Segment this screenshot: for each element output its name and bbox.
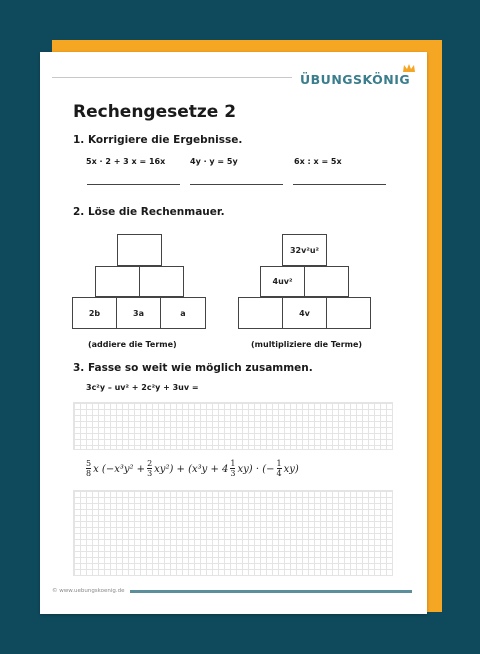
expression-part-2: xy²) + (x³y + 4 [154, 463, 229, 475]
fraction-1-4 [277, 460, 282, 478]
wall1-middle-brick-1[interactable] [95, 266, 140, 297]
wall2-middle-brick-2[interactable] [304, 266, 349, 297]
answer-line-1[interactable] [87, 184, 180, 185]
page-title: Rechengesetze 2 [73, 102, 237, 122]
header-rule [52, 77, 292, 78]
task1-equation-2: 4y · y = 5y [190, 157, 238, 166]
wall1-bottom-brick-3[interactable]: a [160, 297, 206, 329]
wall1-caption: (addiere die Terme) [88, 340, 177, 349]
expression-part-3: xy) · (− [237, 463, 275, 475]
answer-grid-1[interactable] [73, 402, 393, 450]
fraction-numerator: 2 [147, 459, 153, 468]
task1-heading: 1. Korrigiere die Ergebnisse. [73, 134, 243, 146]
fraction-1-3 [230, 460, 235, 478]
task3-expression-1: 3c²y – uv² + 2c²y + 3uv = [86, 383, 199, 392]
wall2-middle-brick-1[interactable]: 4uv² [260, 266, 305, 297]
fraction-denominator: 8 [86, 469, 92, 478]
answer-line-2[interactable] [190, 184, 283, 185]
fraction-numerator: 1 [276, 459, 282, 468]
wall2-caption: (multipliziere die Terme) [251, 340, 363, 349]
wall1-middle-brick-2[interactable] [139, 266, 184, 297]
task3-expression-2 [86, 460, 299, 478]
wall1-top-brick[interactable] [117, 234, 162, 266]
task1-equation-3: 6x : x = 5x [294, 157, 342, 166]
fraction-2-3 [147, 460, 152, 478]
task3-heading: 3. Fasse so weit wie möglich zusammen. [73, 362, 313, 374]
expression-part-1: x (−x³y² + [93, 463, 146, 475]
task1-equation-1: 5x · 2 + 3 x = 16x [86, 157, 166, 166]
wall1-bottom-brick-2[interactable]: 3a [116, 297, 161, 329]
answer-line-3[interactable] [293, 184, 386, 185]
fraction-denominator: 4 [276, 469, 282, 478]
footer-bar [130, 590, 412, 593]
fraction-5-8 [86, 460, 91, 478]
footer-url: © www.uebungskoenig.de [52, 588, 125, 594]
crown-icon [403, 64, 415, 72]
fraction-numerator: 1 [230, 459, 236, 468]
answer-grid-2[interactable] [73, 490, 393, 576]
task2-heading: 2. Löse die Rechenmauer. [73, 206, 225, 218]
expression-part-4: xy) [283, 463, 299, 475]
wall2-bottom-brick-3[interactable] [326, 297, 371, 329]
brand-logo: ÜBUNGSKÖNIG [300, 72, 411, 87]
fraction-denominator: 3 [147, 469, 153, 478]
wall2-top-brick[interactable]: 32v²u² [282, 234, 327, 266]
wall2-bottom-brick-1[interactable] [238, 297, 283, 329]
worksheet-page [40, 52, 427, 614]
fraction-numerator: 5 [86, 459, 92, 468]
fraction-denominator: 3 [230, 469, 236, 478]
wall1-bottom-brick-1[interactable]: 2b [72, 297, 117, 329]
wall2-bottom-brick-2[interactable]: 4v [282, 297, 327, 329]
